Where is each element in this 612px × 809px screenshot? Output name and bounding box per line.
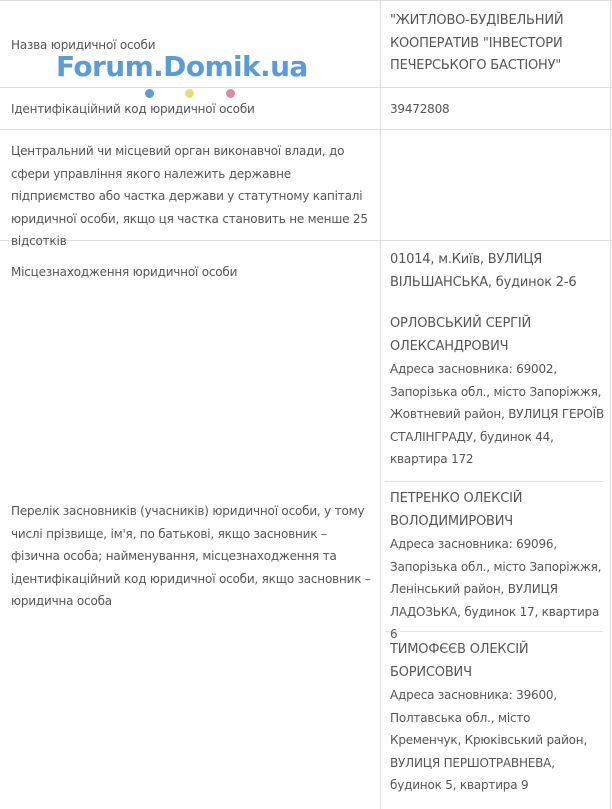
forum-domik-watermark: Forum.Domik.ua <box>56 50 308 83</box>
row-divider <box>0 129 612 130</box>
code-value: 39472808 <box>390 102 450 116</box>
authority-label: Центральний чи місцевий орган виконавчої влади, до сфери управління якого належить державне підприємство або частка держави у статутному капіталі юридичної особи, якщо ця частка становить не менше 25 відсотків <box>11 144 368 248</box>
name-value-text: "ЖИТЛОВО-БУДІВЕЛЬНИЙ КООПЕРАТИВ "ІНВЕСТОРИ ПЕЧЕРСЬКОГО БАСТІОНУ" <box>390 13 564 73</box>
name-value <box>390 10 604 78</box>
founder-name: ОРЛОВСЬКИЙ СЕРГІЙ ОЛЕКСАНДРОВИЧ <box>390 316 532 354</box>
founder-address: Адреса засновника: 69096, Запорізька обл., місто Запоріжжя, Ленінський район, ВУЛИЦЯ ЛАДОЗЬКА, будинок 17, квартира 6 <box>390 537 602 641</box>
watermark-dot-blue <box>145 89 154 98</box>
row-divider <box>0 0 612 1</box>
founder-address: Адреса засновника: 39600, Полтавська обл., місто Кременчук, Крюківський район, ВУЛИЦЯ ПЕРШОТРАВНЕВА, будинок 5, квартира 9 <box>390 688 588 792</box>
founder-entry <box>390 639 604 797</box>
watermark-dot-yellow <box>185 89 194 98</box>
location-value <box>390 249 604 294</box>
founder-entry <box>390 313 604 471</box>
founder-name: ПЕТРЕНКО ОЛЕКСІЙ ВОЛОДИМИРОВИЧ <box>390 491 523 529</box>
founder-address: Адреса засновника: 69002, Запорізька обл., місто Запоріжжя, Жовтневий район, ВУЛИЦЯ ГЕРОЇВ СТАЛІНГРАДУ, будинок 44, квартира 172 <box>390 362 604 466</box>
founders-label: Перелік засновників (учасників) юридичної особи, у тому числі прізвище, ім'я, по батькові, якщо засновник – фізична особа; найменування, місцезнаходження та ідентифікаційний код юридичної особи, якщо засновник – юридична особа <box>11 504 371 608</box>
location-value-text: 01014, м.Київ, ВУЛИЦЯ ВІЛЬШАНСЬКА, будинок 2-6 <box>390 252 577 290</box>
watermark-dot-pink <box>226 89 235 98</box>
founder-name: ТИМОФЄЄВ ОЛЕКСІЙ БОРИСОВИЧ <box>390 642 529 680</box>
column-divider <box>380 0 381 809</box>
location-label: Місцезнаходження юридичної особи <box>11 265 238 279</box>
code-label: Ідентифікаційний код юридичної особи <box>11 102 255 116</box>
table-right-border <box>610 0 611 809</box>
founder-entry <box>390 488 604 646</box>
name-label: Назва юридичної особи <box>11 38 156 52</box>
row-divider <box>0 87 612 88</box>
founder-divider <box>385 481 603 482</box>
